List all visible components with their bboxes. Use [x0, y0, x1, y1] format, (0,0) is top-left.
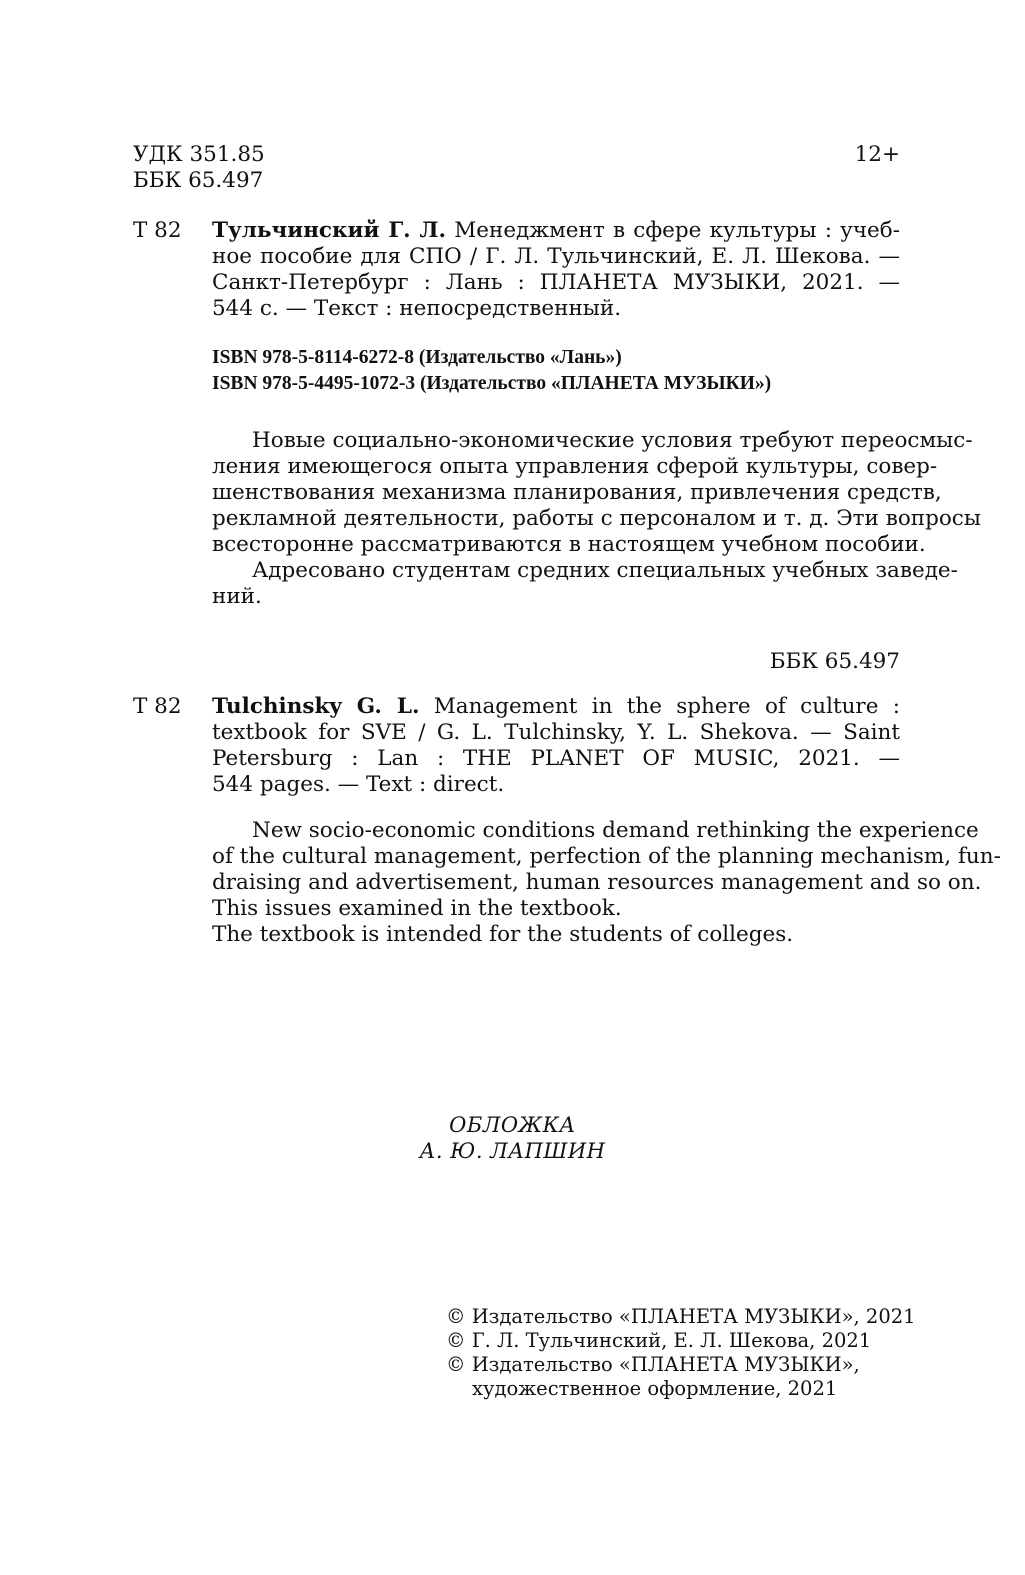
copyright-line: художественное оформление, 2021 [472, 1377, 838, 1400]
entry-ru-line-2: ное пособие для СПО / Г. Л. Тульчинский, Е. Л. Шекова. — [212, 244, 900, 269]
copyright-block [446, 1305, 916, 1401]
entry-en-line-2: textbook for SVE / G. L. Tulchinsky, Y. L. Shekova. — Saint [212, 720, 900, 745]
abstract-en-line: New socio-economic conditions demand rethinking the experience [252, 818, 979, 843]
abstract-en-line: This issues examined in the textbook. [212, 896, 622, 921]
isbn-planet: ISBN 978-5-4495-1072-3 (Издательство «ПЛАНЕТА МУЗЫКИ») [212, 373, 772, 394]
abstract-en-line: draising and advertisement, human resources management and so on. [212, 870, 982, 895]
isbn-lan: ISBN 978-5-8114-6272-8 (Издательство «Лань») [212, 347, 622, 368]
abstract-ru-line: ления имеющегося опыта управления сферой культуры, совер- [212, 454, 938, 479]
classification-codes [133, 142, 265, 194]
copyright-line: © Г. Л. Тульчинский, Е. Л. Шекова, 2021 [446, 1329, 872, 1352]
entry-en-line-1 [212, 694, 900, 720]
bibliographic-entry-en [212, 694, 900, 798]
bibliographic-entry-ru [212, 218, 900, 322]
cover-credit-title: ОБЛОЖКА [449, 1113, 576, 1137]
abstract-en-line: The textbook is intended for the students of colleges. [212, 922, 794, 947]
abstract-ru-line: всесторонне рассматриваются в настоящем учебном пособии. [212, 532, 926, 557]
entry-en-line-4: 544 pages. — Text : direct. [212, 772, 505, 797]
copyright-line: © Издательство «ПЛАНЕТА МУЗЫКИ», [446, 1353, 860, 1376]
bbk-code-right: ББК 65.497 [769, 649, 900, 674]
entry-ru-line-1 [212, 218, 900, 244]
entry-en-line-3: Petersburg : Lan : THE PLANET OF MUSIC, 2021. — [212, 746, 900, 771]
copyright-line: © Издательство «ПЛАНЕТА МУЗЫКИ», 2021 [446, 1305, 916, 1328]
title-en: Management in the sphere of culture : [419, 694, 900, 719]
entry-ru-line-3: Санкт-Петербург : Лань : ПЛАНЕТА МУЗЫКИ, 2021. — [212, 270, 900, 295]
bbk-code: ББК 65.497 [133, 168, 264, 193]
abstract-ru-line: ний. [212, 584, 262, 609]
entry-ru-line-4: 544 с. — Текст : непосредственный. [212, 296, 622, 321]
abstract-en-line: of the cultural management, perfection of the planning mechanism, fun- [212, 844, 1001, 869]
author-name-ru: Тульчинский Г. Л. [212, 218, 447, 243]
cover-credit-name: А. Ю. ЛАПШИН [419, 1139, 606, 1163]
cover-credit [0, 1112, 1025, 1164]
age-rating: 12+ [854, 142, 900, 167]
abstract-ru-line: Новые социально-экономические условия требуют переосмыс- [252, 428, 973, 453]
abstract-ru [212, 428, 981, 610]
title-ru: Менеджмент в сфере культуры : учеб- [446, 218, 900, 243]
isbn-block [212, 345, 771, 397]
abstract-en [212, 818, 1001, 948]
author-name-en: Tulchinsky G. L. [212, 694, 420, 719]
author-mark-ru: Т 82 [133, 218, 182, 243]
author-mark-en: Т 82 [133, 694, 182, 719]
abstract-ru-line: Адресовано студентам средних специальных учебных заведе- [252, 558, 958, 583]
abstract-ru-line: рекламной деятельности, работы с персоналом и т. д. Эти вопросы [212, 506, 981, 531]
abstract-ru-line: шенствования механизма планирования, привлечения средств, [212, 480, 942, 505]
udk-code: УДК 351.85 [133, 142, 265, 167]
